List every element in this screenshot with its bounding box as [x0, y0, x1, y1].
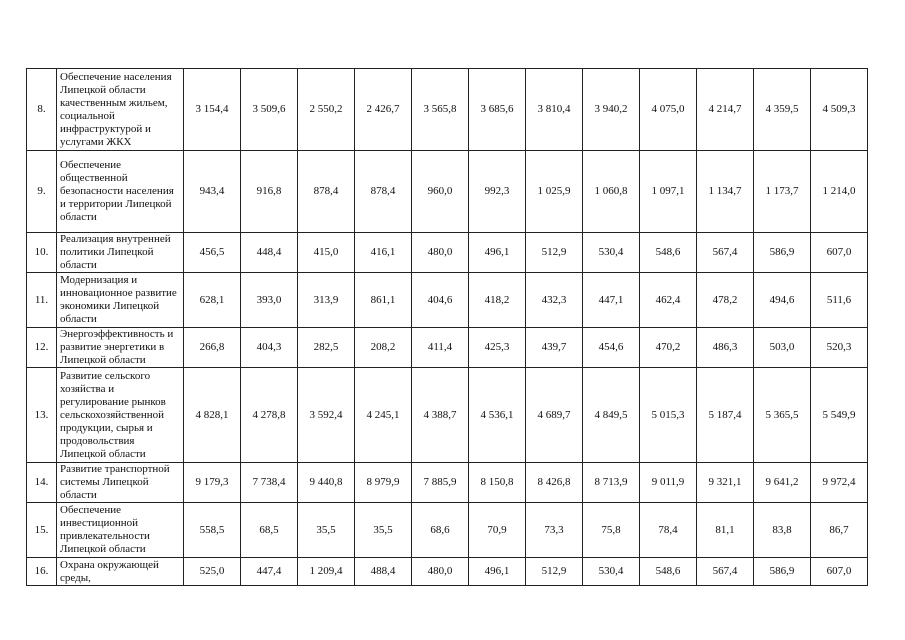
value-cell: 439,7 [526, 328, 583, 368]
value-cell: 3 154,4 [184, 69, 241, 151]
value-cell: 878,4 [355, 151, 412, 233]
row-number: 10. [27, 233, 57, 273]
value-cell: 416,1 [355, 233, 412, 273]
value-cell: 5 365,5 [754, 368, 811, 463]
program-name: Охрана окружающей среды, [57, 558, 184, 586]
row-number: 13. [27, 368, 57, 463]
value-cell: 73,3 [526, 503, 583, 558]
value-cell: 486,3 [697, 328, 754, 368]
table-row [27, 328, 868, 368]
value-cell: 3 940,2 [583, 69, 640, 151]
value-cell: 558,5 [184, 503, 241, 558]
program-name: Обеспечение населения Липецкой области качественным жильем, социальной инфраструктурой и услугами ЖКХ [57, 69, 184, 151]
value-cell: 4 536,1 [469, 368, 526, 463]
value-cell: 8 979,9 [355, 463, 412, 503]
value-cell: 992,3 [469, 151, 526, 233]
value-cell: 35,5 [355, 503, 412, 558]
value-cell: 4 278,8 [241, 368, 298, 463]
program-name: Развитие сельского хозяйства и регулирование рынков сельскохозяйственной продукции, сырья и продовольствия Липецкой области [57, 368, 184, 463]
value-cell: 548,6 [640, 233, 697, 273]
value-cell: 415,0 [298, 233, 355, 273]
table-row [27, 558, 868, 586]
value-cell: 393,0 [241, 273, 298, 328]
value-cell: 548,6 [640, 558, 697, 586]
value-cell: 9 641,2 [754, 463, 811, 503]
value-cell: 454,6 [583, 328, 640, 368]
value-cell: 607,0 [811, 233, 868, 273]
table-row [27, 368, 868, 463]
value-cell: 70,9 [469, 503, 526, 558]
value-cell: 480,0 [412, 558, 469, 586]
table-row [27, 503, 868, 558]
value-cell: 1 214,0 [811, 151, 868, 233]
table-row [27, 273, 868, 328]
value-cell: 75,8 [583, 503, 640, 558]
value-cell: 313,9 [298, 273, 355, 328]
row-number: 8. [27, 69, 57, 151]
value-cell: 586,9 [754, 233, 811, 273]
value-cell: 83,8 [754, 503, 811, 558]
program-name: Развитие транспортной системы Липецкой области [57, 463, 184, 503]
table-row [27, 69, 868, 151]
value-cell: 282,5 [298, 328, 355, 368]
value-cell: 512,9 [526, 558, 583, 586]
value-cell: 480,0 [412, 233, 469, 273]
value-cell: 3 592,4 [298, 368, 355, 463]
value-cell: 7 738,4 [241, 463, 298, 503]
value-cell: 9 179,3 [184, 463, 241, 503]
value-cell: 4 388,7 [412, 368, 469, 463]
value-cell: 4 245,1 [355, 368, 412, 463]
value-cell: 447,4 [241, 558, 298, 586]
value-cell: 628,1 [184, 273, 241, 328]
value-cell: 3 509,6 [241, 69, 298, 151]
program-name: Модернизация и инновационное развитие экономики Липецкой области [57, 273, 184, 328]
value-cell: 7 885,9 [412, 463, 469, 503]
value-cell: 78,4 [640, 503, 697, 558]
value-cell: 4 359,5 [754, 69, 811, 151]
value-cell: 861,1 [355, 273, 412, 328]
table-row [27, 463, 868, 503]
value-cell: 1 025,9 [526, 151, 583, 233]
value-cell: 9 972,4 [811, 463, 868, 503]
value-cell: 2 426,7 [355, 69, 412, 151]
value-cell: 418,2 [469, 273, 526, 328]
value-cell: 1 097,1 [640, 151, 697, 233]
value-cell: 4 689,7 [526, 368, 583, 463]
value-cell: 5 015,3 [640, 368, 697, 463]
value-cell: 567,4 [697, 558, 754, 586]
value-cell: 960,0 [412, 151, 469, 233]
value-cell: 4 828,1 [184, 368, 241, 463]
row-number: 9. [27, 151, 57, 233]
value-cell: 404,6 [412, 273, 469, 328]
value-cell: 447,1 [583, 273, 640, 328]
value-cell: 4 509,3 [811, 69, 868, 151]
value-cell: 494,6 [754, 273, 811, 328]
value-cell: 525,0 [184, 558, 241, 586]
value-cell: 4 849,5 [583, 368, 640, 463]
value-cell: 1 134,7 [697, 151, 754, 233]
value-cell: 208,2 [355, 328, 412, 368]
value-cell: 1 173,7 [754, 151, 811, 233]
value-cell: 5 187,4 [697, 368, 754, 463]
value-cell: 425,3 [469, 328, 526, 368]
value-cell: 266,8 [184, 328, 241, 368]
value-cell: 86,7 [811, 503, 868, 558]
value-cell: 1 060,8 [583, 151, 640, 233]
program-name: Энергоэффективность и развитие энергетики в Липецкой области [57, 328, 184, 368]
value-cell: 943,4 [184, 151, 241, 233]
value-cell: 411,4 [412, 328, 469, 368]
value-cell: 3 810,4 [526, 69, 583, 151]
value-cell: 916,8 [241, 151, 298, 233]
row-number: 16. [27, 558, 57, 586]
budget-table [26, 68, 868, 586]
value-cell: 1 209,4 [298, 558, 355, 586]
value-cell: 470,2 [640, 328, 697, 368]
value-cell: 2 550,2 [298, 69, 355, 151]
value-cell: 496,1 [469, 558, 526, 586]
value-cell: 4 214,7 [697, 69, 754, 151]
table-body [27, 69, 868, 586]
value-cell: 9 321,1 [697, 463, 754, 503]
row-number: 14. [27, 463, 57, 503]
value-cell: 81,1 [697, 503, 754, 558]
value-cell: 68,6 [412, 503, 469, 558]
value-cell: 8 150,8 [469, 463, 526, 503]
value-cell: 5 549,9 [811, 368, 868, 463]
value-cell: 456,5 [184, 233, 241, 273]
table-row [27, 151, 868, 233]
value-cell: 530,4 [583, 558, 640, 586]
value-cell: 520,3 [811, 328, 868, 368]
program-name: Обеспечение инвестиционной привлекательности Липецкой области [57, 503, 184, 558]
value-cell: 4 075,0 [640, 69, 697, 151]
table-row [27, 233, 868, 273]
value-cell: 432,3 [526, 273, 583, 328]
value-cell: 3 685,6 [469, 69, 526, 151]
program-name: Реализация внутренней политики Липецкой области [57, 233, 184, 273]
value-cell: 607,0 [811, 558, 868, 586]
value-cell: 462,4 [640, 273, 697, 328]
value-cell: 503,0 [754, 328, 811, 368]
value-cell: 8 713,9 [583, 463, 640, 503]
value-cell: 512,9 [526, 233, 583, 273]
value-cell: 478,2 [697, 273, 754, 328]
value-cell: 586,9 [754, 558, 811, 586]
value-cell: 3 565,8 [412, 69, 469, 151]
value-cell: 567,4 [697, 233, 754, 273]
value-cell: 35,5 [298, 503, 355, 558]
value-cell: 530,4 [583, 233, 640, 273]
value-cell: 9 440,8 [298, 463, 355, 503]
row-number: 15. [27, 503, 57, 558]
value-cell: 8 426,8 [526, 463, 583, 503]
value-cell: 9 011,9 [640, 463, 697, 503]
program-name: Обеспечение общественной безопасности населения и территории Липецкой области [57, 151, 184, 233]
value-cell: 488,4 [355, 558, 412, 586]
value-cell: 878,4 [298, 151, 355, 233]
value-cell: 68,5 [241, 503, 298, 558]
value-cell: 448,4 [241, 233, 298, 273]
row-number: 12. [27, 328, 57, 368]
value-cell: 496,1 [469, 233, 526, 273]
row-number: 11. [27, 273, 57, 328]
value-cell: 511,6 [811, 273, 868, 328]
value-cell: 404,3 [241, 328, 298, 368]
